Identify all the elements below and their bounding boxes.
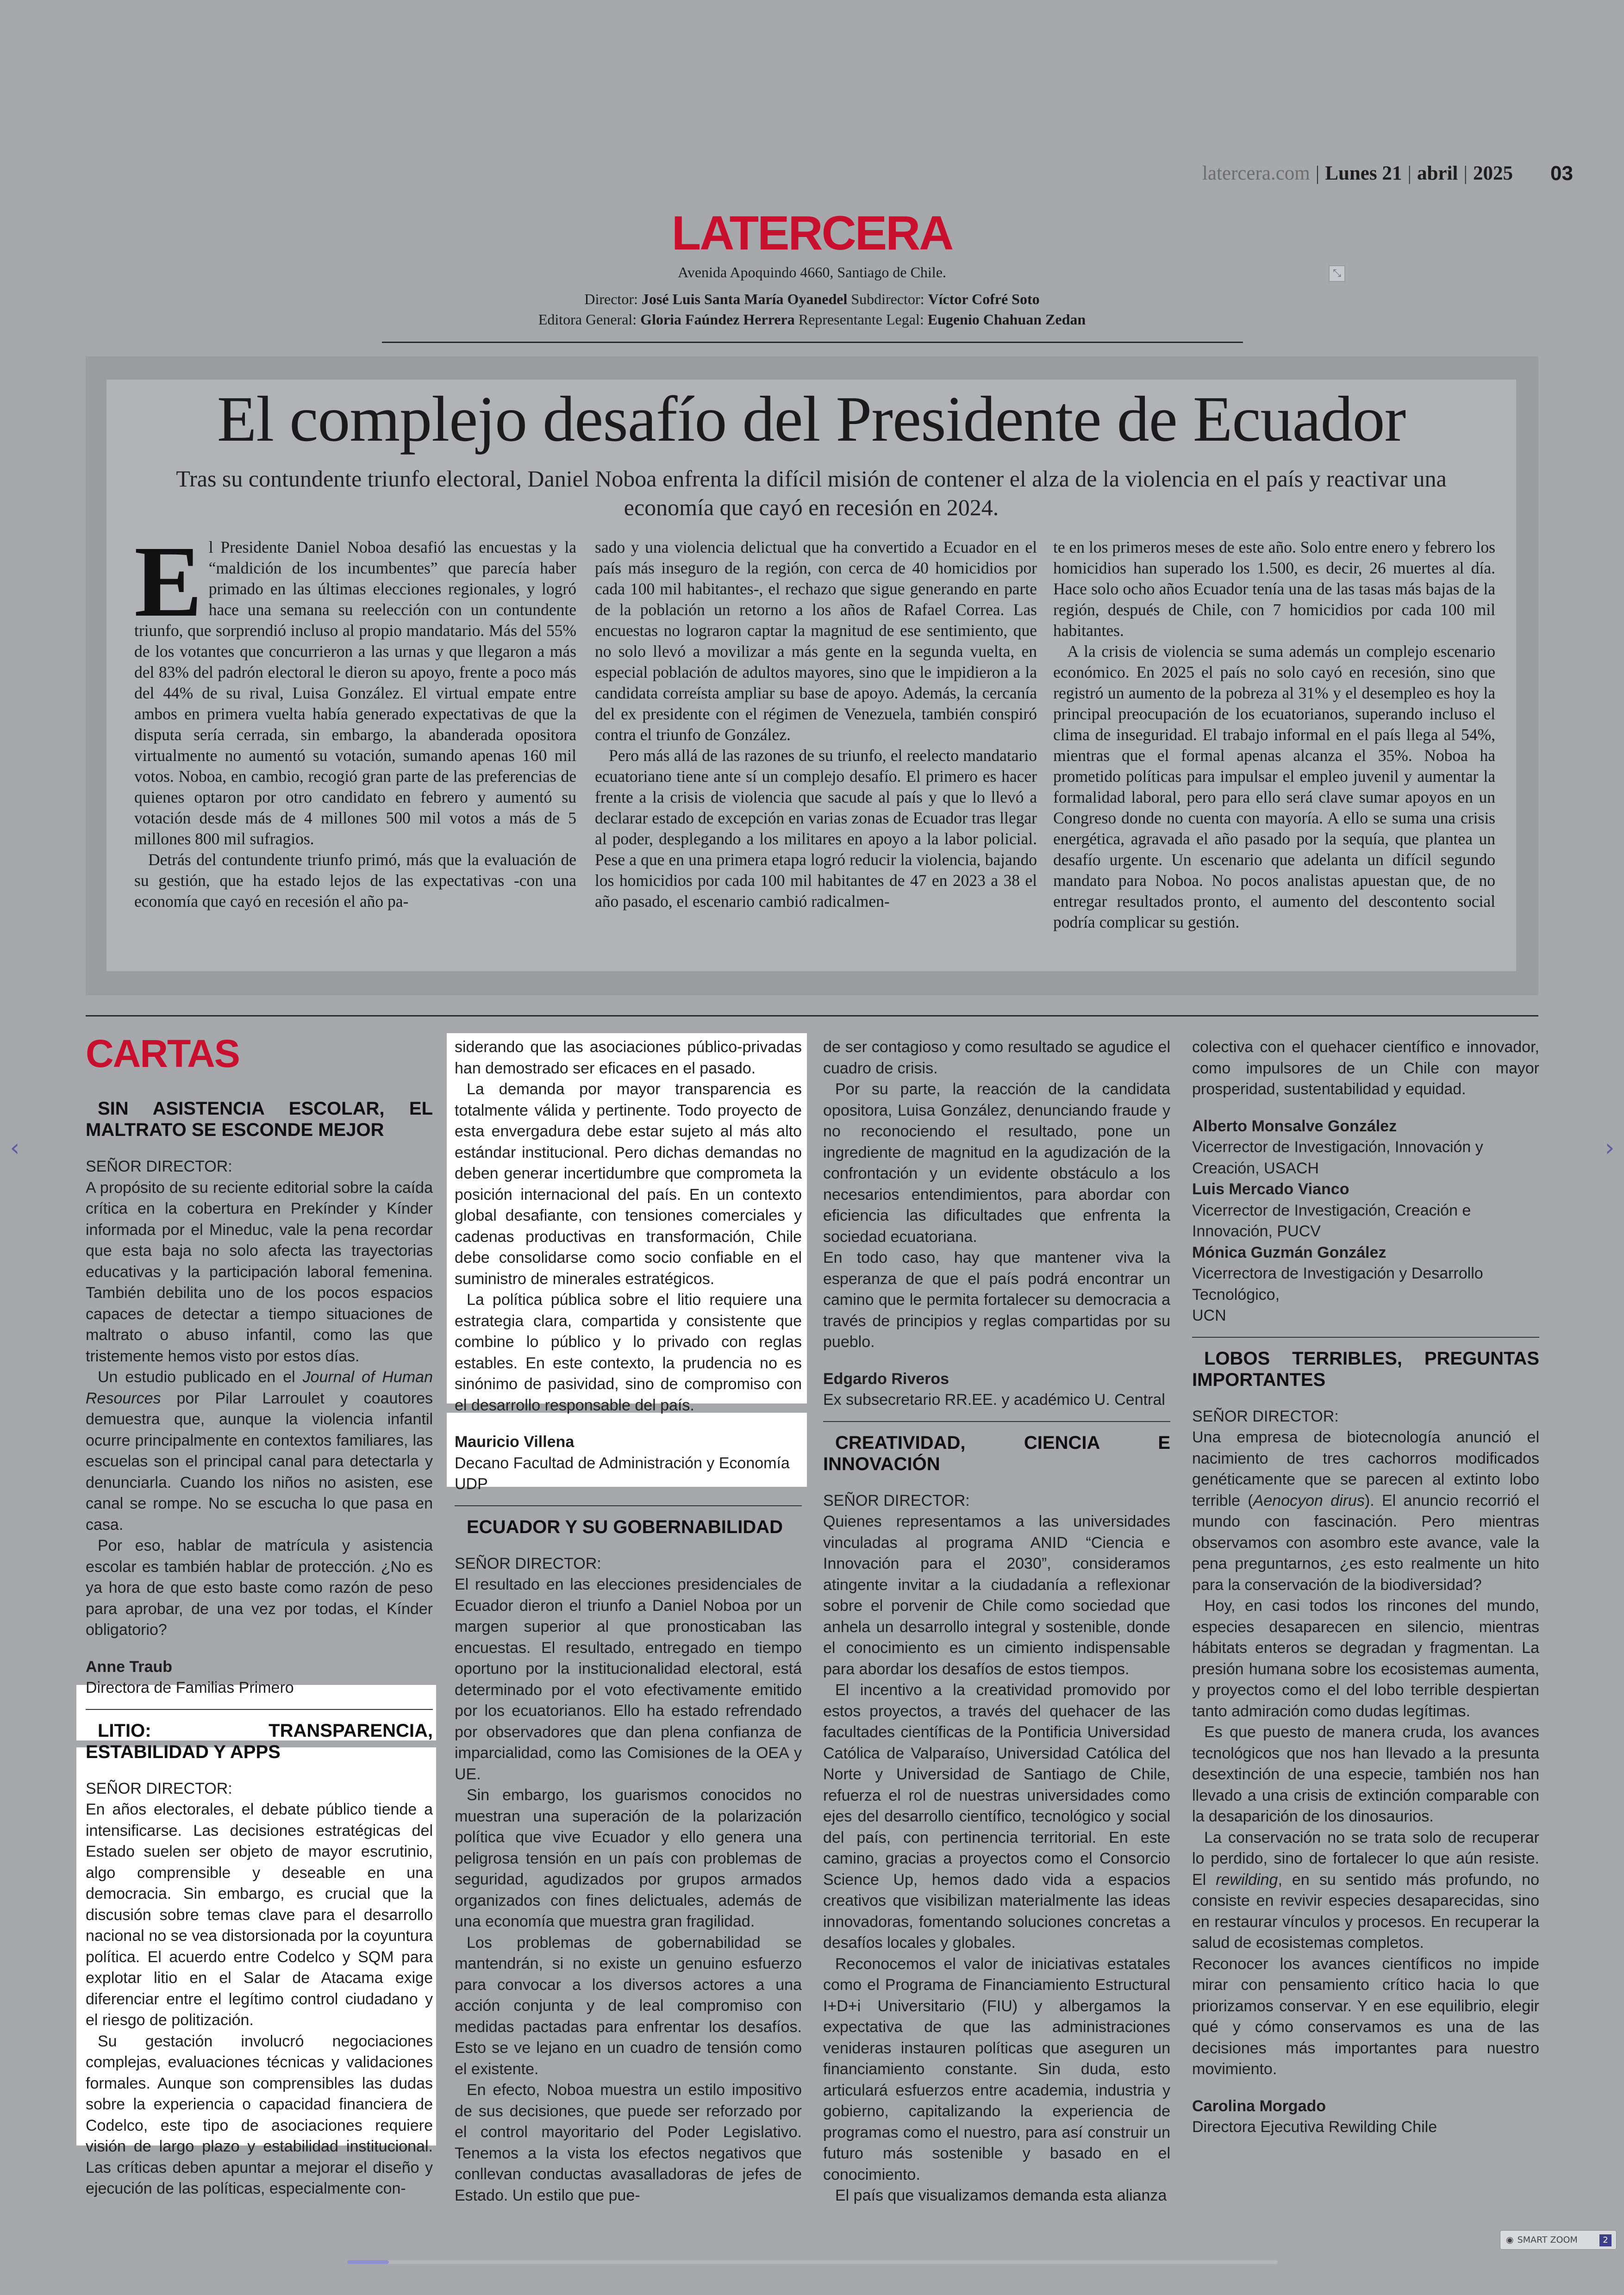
- letter-divider: [823, 1421, 1170, 1422]
- letter-salutation: SEÑOR DIRECTOR:: [86, 1779, 232, 1797]
- scrollbar-thumb[interactable]: [347, 2260, 389, 2264]
- letter-role: Directora Ejecutiva Rewilding Chile: [1192, 2118, 1437, 2136]
- species-name: Aenocyon dirus: [1253, 1491, 1365, 1509]
- letter-paragraph: Reconocemos el valor de iniciativas estatales como el Programa de Financiamiento Estructural I+D+i Universitario (FIU) y albergamos la expectativa de que las administraciones venideras instauren políticas que aseguren un financiamiento constante. Sin duda, esto articulará esfuerzos entre academia, industria y gobierno, capitalizando la experiencia de programas como el nuestro, para así construir un futuro más sostenible y basado en el conocimiento.: [823, 1955, 1170, 2183]
- page-number: 03: [1550, 162, 1573, 185]
- letter-role: UCN: [1192, 1307, 1226, 1324]
- editorial-column-3: [1053, 537, 1495, 965]
- eye-icon: ◉: [1506, 2235, 1514, 2245]
- letter-paragraph: Sin embargo, los guarismos conocidos no muestran una superación de la polarización política que vive Ecuador y ello genera una peligrosa tensión en un país con problemas de seguridad, agudizados por grupos armados organizados con fines delictuales, además de una economía que muestra gran fragilidad.: [455, 1786, 802, 1930]
- smart-zoom-count: 2: [1599, 2234, 1612, 2246]
- letter-paragraph: Hoy, en casi todos los rincones del mundo, especies desaparecen en silencio, mientras hábitats enteros se degradan y fragmentan. La presión humana sobre los ecosistemas aumenta, y proyectos como el del lobo terrible despiertan tanto admiración como dudas legítimas.: [1192, 1597, 1539, 1720]
- letter-paragraph: Los problemas de gobernabilidad se mantendrán, si no existe un genuino esfuerzo para convocar a los diversos actores a una acción conjunta y de leal compromiso con medidas pactadas para enfrentar los desafíos. Esto se ve lejano en un cuadro de tensión como el existente.: [455, 1933, 802, 2078]
- letter-paragraph: Reconocer los avances científicos no impide mirar con pensamiento crítico hacia lo que priorizamos conservar. Y en ese equilibrio, elegir qué y cómo conservamos es una de las decisiones más importantes para nuestro movimiento.: [1192, 1955, 1539, 2078]
- letter-divider: [455, 1505, 802, 1506]
- letter-salutation: SEÑOR DIRECTOR:: [86, 1158, 232, 1175]
- smart-zoom-button[interactable]: [1500, 2230, 1617, 2250]
- issue-date: latercera.com | Lunes 21 | abril | 2025: [1202, 162, 1513, 184]
- date-year: 2025: [1473, 162, 1513, 184]
- director-label: Director:: [584, 291, 638, 307]
- editorial-paragraph: sado y una violencia delictual que ha convertido a Ecuador en el país más inseguro de la región, con cerca de 40 homicidios por cada 100 mil habitantes-, el rechazo que sigue generando en parte de la población un retorno a los años de Rafael Correa. Las encuestas no lograron captar la magnitud de ese sentimiento, que no solo llevó a movilizar a más gente en la segunda vuelta, en especial población de adultos mayores, sino que le impidieron a la candidata correísta ampliar su base de apoyo. Además, la cercanía del ex presidente con el régimen de Venezuela, también conspiró contra el triunfo de González.: [595, 538, 1037, 744]
- letter-divider: [1192, 1337, 1539, 1338]
- editorial-paragraph: A la crisis de violencia se suma además un complejo escenario económico. En 2025 el país no solo cayó en recesión, sino que registró un aumento de la pobreza al 31% y el desempleo es hoy la principal preocupación de los ecuatorianos, superando incluso el clima de inseguridad. El trabajo informal en el país llega al 54%, mientras que el formal apenas alcanza el 35%. Noboa ha prometido políticas para impulsar el empleo juvenil y aumentar la formalidad laboral, pero para ello será clave sumar apoyos en un Congreso donde no cuenta con mayoría. A ello se suma una crisis energética, agravada el año pasado por la sequía, que plantea un desafío urgente. Un escenario que adelanta un difícil segundo mandato para Noboa. No pocos analistas apuestan que, de no entregar resultados pronto, el aumento del descontento social podría complicar su gestión.: [1053, 642, 1495, 931]
- editorial-paragraph: te en los primeros meses de este año. Solo entre enero y febrero los homicidios han superado los 1.500, es decir, 26 muertes al día. Hace solo ocho años Ecuador tenía una de las tasas más bajas de la región, después de Chile, con 7 homicidios por cada 100 mil habitantes.: [1053, 538, 1495, 640]
- letter-divider: [86, 1709, 433, 1710]
- editorial-paragraph: Pero más allá de las razones de su triunfo, el reelecto mandatario ecuatoriano tiene ante sí un complejo desafío. El primero es hacer frente a la crisis de violencia que sacude al país y que lo llevó a declarar estado de excepción en varias zonas de Ecuador tras llegar al poder, desplegando a los militares en apoyo a la labor policial. Pese a que en una primera etapa logró reducir la violencia, bajando los homicidios por cada 100 mil habitantes de 47 en 2023 a 38 el año pasado, el escenario cambió radicalmen-: [595, 746, 1037, 911]
- site-url: latercera.com: [1202, 162, 1310, 184]
- editorial-paragraph: Detrás del contundente triunfo primó, más que la evaluación de su gestión, que ha estado lejos de las expectativas -con una economía que cayó en recesión el año pa-: [134, 850, 576, 911]
- director-name: José Luis Santa María Oyanedel: [641, 291, 848, 307]
- legal-name: Eugenio Chahuan Zedan: [927, 311, 1086, 328]
- letter-signature: Anne Traub: [86, 1658, 173, 1676]
- letter-heading: LITIO: TRANSPARENCIA, ESTABILIDAD Y APPS: [86, 1720, 433, 1762]
- letter-paragraph: Por eso, hablar de matrícula y asistencia escolar es también hablar de protección. ¿No es ya hora de que esto baste como razón de peso para aprobar, de una vez por todas, el Kínder obligatorio?: [86, 1537, 433, 1639]
- letter-role: Vicerrector de Investigación, Innovación y Creación, USACH: [1192, 1138, 1483, 1177]
- letter-paragraph: La política pública sobre el litio requiere una estrategia clara, compartida y consistente que combine lo público y lo privado con reglas estables. En este contexto, la prudencia no es sinónimo de pasividad, sino de compromiso con el desarrollo responsable del país.: [455, 1291, 802, 1414]
- masthead-divider: [382, 342, 1243, 343]
- letter-salutation: SEÑOR DIRECTOR:: [1192, 1407, 1339, 1425]
- editor-name: Gloria Faúndez Herrera: [640, 311, 795, 328]
- letter-salutation: SEÑOR DIRECTOR:: [455, 1554, 601, 1572]
- letter-signature: Edgardo Riveros: [823, 1370, 949, 1388]
- letter-signature: Mauricio Villena: [455, 1433, 575, 1451]
- letter-paragraph: A propósito de su reciente editorial sobre la caída crítica en la cobertura en Prekínder y Kínder informada por el Mineduc, vale la pena recordar que esta baja no solo afecta las trayectorias educativas y la participación laboral femenina. También debilita uno de los pocos espacios capaces de detectar a tiempo situaciones de maltrato o abuso infantil, como las que tristemente hemos visto por estos días.: [86, 1179, 433, 1365]
- letter-signature: Mónica Guzmán González: [1192, 1243, 1387, 1261]
- letter-salutation: SEÑOR DIRECTOR:: [823, 1491, 970, 1509]
- letter-paragraph: Un estudio publicado en el Journal of Human Resources por Pilar Larroulet y coautores demuestra que, aunque la violencia infantil ocurre principalmente en contextos familiares, las escuelas son el principal canal para detectarla y denunciarla. Cuando los niños no asisten, ese canal se rompe. No se escucha lo que pasa en casa.: [86, 1368, 433, 1534]
- journal-name: Journal of Human Resources: [86, 1368, 433, 1407]
- editorial-column-2: [595, 537, 1037, 965]
- letter-paragraph: Una empresa de biotecnología anunció el nacimiento de tres cachorros modificados genéticamente que se parecen al extinto lobo terrible (Aenocyon dirus). El anuncio recorrió el mundo con fascinación. Pero mientras observamos con asombro este avance, vale la pena preguntarnos, ¿es esto realmente un hito para la conservación de la biodiversidad?: [1192, 1428, 1539, 1594]
- drop-cap: E: [134, 537, 202, 638]
- date-weekday: Lunes 21: [1325, 162, 1402, 184]
- letters-column-4: [1192, 1037, 1539, 2138]
- rewilding-term: rewilding: [1216, 1871, 1278, 1889]
- letter-heading: LOBOS TERRIBLES, PREGUNTAS IMPORTANTES: [1192, 1348, 1539, 1390]
- page-scrollbar[interactable]: [347, 2260, 1278, 2264]
- letter-paragraph: de ser contagioso y como resultado se agudice el cuadro de crisis.: [823, 1038, 1170, 1077]
- date-month: abril: [1417, 162, 1458, 184]
- letter-paragraph: En todo caso, hay que mantener viva la esperanza de que el país podrá encontrar un camino que le permita fortalecer su democracia a través de principios y reglas compartidas por su pueblo.: [823, 1249, 1170, 1351]
- editorial-column-1: [134, 537, 576, 965]
- letter-signature: Alberto Monsalve González: [1192, 1117, 1397, 1135]
- letter-paragraph: colectiva con el quehacer científico e innovador, como impulsores de un Chile con mayor prosperidad, sustentabilidad y equidad.: [1192, 1038, 1539, 1098]
- letter-heading: SIN ASISTENCIA ESCOLAR, EL MALTRATO SE ESCONDE MEJOR: [86, 1098, 433, 1140]
- letter-heading: CREATIVIDAD, CIENCIA E INNOVACIÓN: [823, 1432, 1170, 1474]
- subdirector-name: Víctor Cofré Soto: [928, 291, 1040, 307]
- letter-role: Vicerrector de Investigación, Creación e Innovación, PUCV: [1192, 1201, 1471, 1240]
- letter-paragraph: Su gestación involucró negociaciones complejas, evaluaciones técnicas y validaciones formales. Aunque son comprensibles las dudas sobre la experiencia o capacidad financiera de Codelco, este tipo de asociaciones requiere visión de largo plazo y estabilidad institucional. Las críticas deben apuntar a mejorar el diseño y ejecución de las políticas, especialmente con-: [86, 2032, 433, 2197]
- letter-role: Ex subsecretario RR.EE. y académico U. Central: [823, 1391, 1165, 1409]
- letters-column-2: [455, 1037, 802, 2206]
- letter-paragraph: El resultado en las elecciones presidenciales de Ecuador dieron el triunfo a Daniel Noboa por un margen superior al que pronosticaban las encuestas. El resultado, entregado en tiempo oportuno por la institucionalidad electoral, está determinado por el voto efectivamente emitido por los ecuatorianos. Ello ha estado refrendado por observadores que dan plena confianza de imparcialidad, como las Comisiones de la OEA y UE.: [455, 1576, 802, 1783]
- letter-paragraph: El incentivo a la creatividad promovido por estos proyectos, a través del quehacer de las facultades científicas de la Pontificia Universidad Católica de Valparaíso, Universidad Católica del Norte y Universidad de Santiago de Chile, refuerza el rol de nuestras universidades como ejes del desarrollo científico, tecnológico y social del país, con pertinencia territorial. En este camino, gracias a proyectos como el Consorcio Science Up, hemos dado vida a espacios creativos que visibilizan materialmente las ideas innovadoras, fomentando soluciones concretas a desafíos locales y globales.: [823, 1681, 1170, 1952]
- masthead-address: Avenida Apoquindo 4660, Santiago de Chile.: [678, 264, 946, 281]
- letter-paragraph: Por su parte, la reacción de la candidata opositora, Luisa González, denunciando fraude y no reconociendo el resultado, pone un ingrediente de magnitud en la agudización de la confrontación y un evidente obstáculo a los necesarios entendimientos, para abordar con eficiencia las dificultades que enfrenta la sociedad ecuatoriana.: [823, 1080, 1170, 1246]
- resize-icon[interactable]: ⤡: [1329, 265, 1345, 282]
- letter-signature: Carolina Morgado: [1192, 2097, 1326, 2115]
- letter-paragraph: Es que puesto de manera cruda, los avances tecnológicos que nos han llevado a la presunta desextinción de una especie, también nos han llevado a una crisis de extinción comparable con la desaparición de los dinosaurios.: [1192, 1723, 1539, 1825]
- chevron-left-icon[interactable]: ‹: [10, 1134, 20, 1162]
- letter-paragraph: siderando que las asociaciones público-privadas han demostrado ser eficaces en el pasado.: [455, 1038, 802, 1077]
- editorial-title: El complejo desafío del Presidente de Ecuador: [217, 383, 1406, 455]
- newspaper-logo: LATERCERA: [671, 206, 953, 260]
- letter-paragraph: En efecto, Noboa muestra un estilo impositivo de sus decisiones, que puede ser reforzado por el control mayoritario del Poder Legislativo. Tenemos a la vista los efectos negativos que conllevan conductas avasalladoras de jefes de Estado. Un estilo que pue-: [455, 2081, 802, 2204]
- letters-column-3: [823, 1037, 1170, 2207]
- letter-role: Decano Facultad de Administración y Economía UDP: [455, 1454, 790, 1493]
- letter-heading: ECUADOR Y SU GOBERNABILIDAD: [467, 1516, 783, 1537]
- letters-column-1: [86, 1098, 433, 2200]
- letter-paragraph: La conservación no se trata solo de recuperar lo perdido, sino de fortalecer lo que aún resiste. El rewilding, en su sentido más profundo, no consiste en revivir especies desaparecidas, sino en restaurar vínculos y procesos. En recuperar la salud de ecosistemas completos.: [1192, 1828, 1539, 1952]
- editorial-subtitle: Tras su contundente triunfo electoral, Daniel Noboa enfrenta la difícil misión de contener el alza de la violencia en el país y reactivar una economía que cayó en recesión en 2024.: [176, 466, 1447, 520]
- chevron-right-icon[interactable]: ›: [1605, 1134, 1615, 1162]
- letter-paragraph: Quienes representamos a las universidades vinculadas al programa ANID “Ciencia e Innovación para el 2030”, consideramos atingente invitar a la ciudadanía a reflexionar sobre el porvenir de Chile como sociedad que anhela un desarrollo integral y sostenible, donde el conocimiento es un cimiento indispensable para abordar los desafíos de estos tiempos.: [823, 1513, 1170, 1678]
- editorial-paragraph: l Presidente Daniel Noboa desafió las encuestas y la “maldición de los incumbentes” que parecía haber primado en las últimas elecciones regionales, y logró hace una semana su reelección con un contundente triunfo, que sorprendió incluso al propio mandatario. Más del 55% de los votantes que concurrieron a las urnas y que llegaron a más del 83% del padrón electoral le dieron su apoyo, frente a poco más del 44% de su rival, Luisa González. El virtual empate entre ambos en primera vuelta había generado expectativas de que la disputa sería cerrada, sin embargo, la abanderada opositora virtualmente no aumentó su votación, sumando apenas 160 mil votos. Noboa, en cambio, recogió gran parte de las preferencias de quienes optaron por otro candidato en febrero y aumentó su votación desde más de 4 millones 500 mil votos a más de 5 millones 800 mil sufragios.: [134, 538, 576, 848]
- letter-paragraph: La demanda por mayor transparencia es totalmente válida y pertinente. Todo proyecto de esta envergadura debe estar sujeto al más alto estándar institucional. Pero dichas demandas no deben generar incertidumbre que comprometa la posición internacional del país. En un contexto global desafiante, con tensiones comerciales y cadenas productivas en transformación, Chile debe consolidarse como socio confiable en el suministro de minerales estratégicos.: [455, 1080, 802, 1288]
- subdirector-label: Subdirector:: [851, 291, 924, 307]
- letter-signature: Luis Mercado Vianco: [1192, 1180, 1349, 1198]
- letter-paragraph: En años electorales, el debate público tiende a intensificarse. Las decisiones estratégicas del Estado suelen ser objeto de mayor escrutinio, algo comprensible y deseable en una democracia. Sin embargo, es crucial que la discusión sobre temas clave para el desarrollo nacional no se vea distorsionada por la coyuntura política. El acuerdo entre Codelco y SQM para explotar litio en el Salar de Atacama exige diferenciar entre el legítimo control ciudadano y el riesgo de politización.: [86, 1801, 433, 2029]
- masthead-directors: [0, 291, 1624, 308]
- letter-paragraph: El país que visualizamos demanda esta alianza: [835, 2187, 1167, 2204]
- letters-section-title: CARTAS: [86, 1032, 239, 1075]
- masthead-editors: [0, 311, 1624, 328]
- letter-role: Vicerrectora de Investigación y Desarrollo Tecnológico,: [1192, 1265, 1483, 1303]
- section-divider: [86, 1015, 1538, 1017]
- legal-label: Representante Legal:: [798, 311, 924, 328]
- editor-label: Editora General:: [538, 311, 637, 328]
- letter-role: Directora de Familias Primero: [86, 1679, 294, 1696]
- smart-zoom-label: SMART ZOOM: [1517, 2235, 1578, 2245]
